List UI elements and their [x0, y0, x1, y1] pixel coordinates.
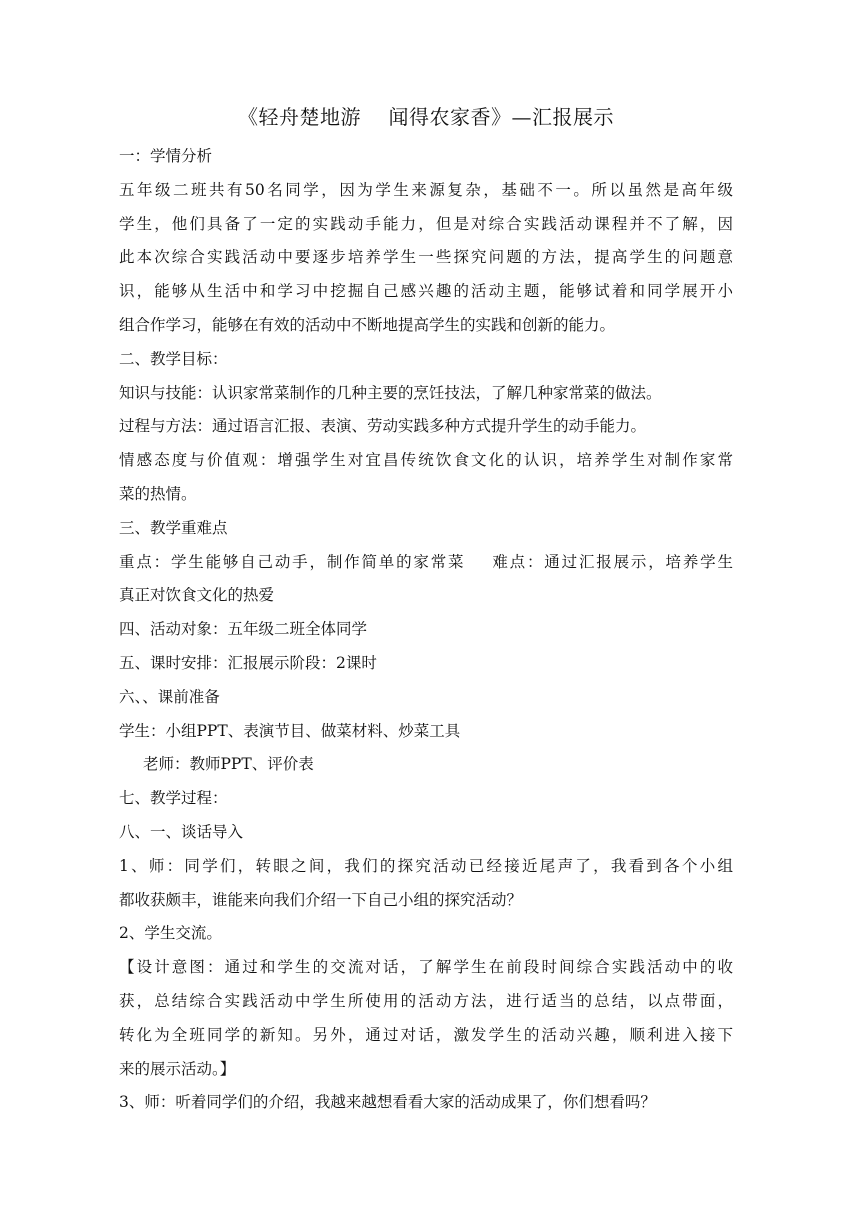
text-line: 识，能够从生活中和学习中挖掘自己感兴趣的活动主题，能够试着和同学展开小: [119, 282, 733, 301]
text-line: 老师：教师PPT、评价表: [143, 755, 314, 774]
text-line: 【设计意图：通过和学生的交流对话，了解学生在前段时间综合实践活动中的收: [119, 958, 733, 977]
text-line: 二、教学目标：: [119, 349, 228, 368]
text-line: 一：学情分析: [119, 147, 213, 165]
text-line: 七、教学过程：: [119, 789, 228, 808]
text-line: 1、师：同学们，转眼之间，我们的探究活动已经接近尾声了，我看到各个小组: [119, 856, 733, 875]
text-line: 六、、课前准备: [119, 687, 220, 706]
text-line: 五、课时安排：汇报展示阶段：2课时: [119, 653, 377, 672]
text-line: 转化为全班同学的新知。另外，通过对话，激发学生的活动兴趣，顺利进入接下: [119, 1025, 733, 1044]
text-line: 八、一、谈话导入: [119, 822, 244, 841]
text-line: 学生：小组PPT、表演节目、做菜材料、炒菜工具: [119, 721, 461, 740]
document-body: [119, 140, 733, 1120]
text-line: 情感态度与价值观：增强学生对宜昌传统饮食文化的认识，培养学生对制作家常: [119, 451, 733, 470]
text-line: 三、教学重难点: [119, 518, 228, 537]
text-line: 真正对饮食文化的热爱: [119, 586, 275, 605]
text-line: 五年级二班共有50名同学，因为学生来源复杂，基础不一。所以虽然是高年级: [119, 180, 733, 199]
document-title: 《轻舟楚地游 闻得农家香》—汇报展示: [238, 105, 614, 129]
text-line: 重点：学生能够自己动手，制作简单的家常菜 难点：通过汇报展示，培养学生: [119, 552, 733, 571]
text-line: 此本次综合实践活动中要逐步培养学生一些探究问题的方法，提高学生的问题意: [119, 248, 733, 267]
text-line: 知识与技能：认识家常菜制作的几种主要的烹饪技法，了解几种家常菜的做法。: [119, 383, 662, 402]
text-line: 获，总结综合实践活动中学生所使用的活动方法，进行适当的总结，以点带面，: [119, 991, 733, 1010]
text-line: 过程与方法：通过语言汇报、表演、劳动实践多种方式提升学生的动手能力。: [119, 417, 647, 436]
text-line: 2、学生交流。: [119, 924, 222, 943]
text-line: 来的展示活动。】: [119, 1059, 236, 1078]
text-line: 四、活动对象：五年级二班全体同学: [119, 620, 368, 639]
text-line: 组合作学习，能够在有效的活动中不断地提高学生的实践和创新的能力。: [119, 315, 616, 334]
text-line: 3、师：听着同学们的介绍，我越来越想看看大家的活动成果了，你们想看吗？: [119, 1093, 656, 1112]
text-line: 菜的热情。: [119, 484, 197, 503]
text-line: 学生，他们具备了一定的实践动手能力，但是对综合实践活动课程并不了解，因: [119, 214, 733, 233]
text-line: 都收获颇丰，谁能来向我们介绍一下自己小组的探究活动？: [119, 890, 523, 909]
